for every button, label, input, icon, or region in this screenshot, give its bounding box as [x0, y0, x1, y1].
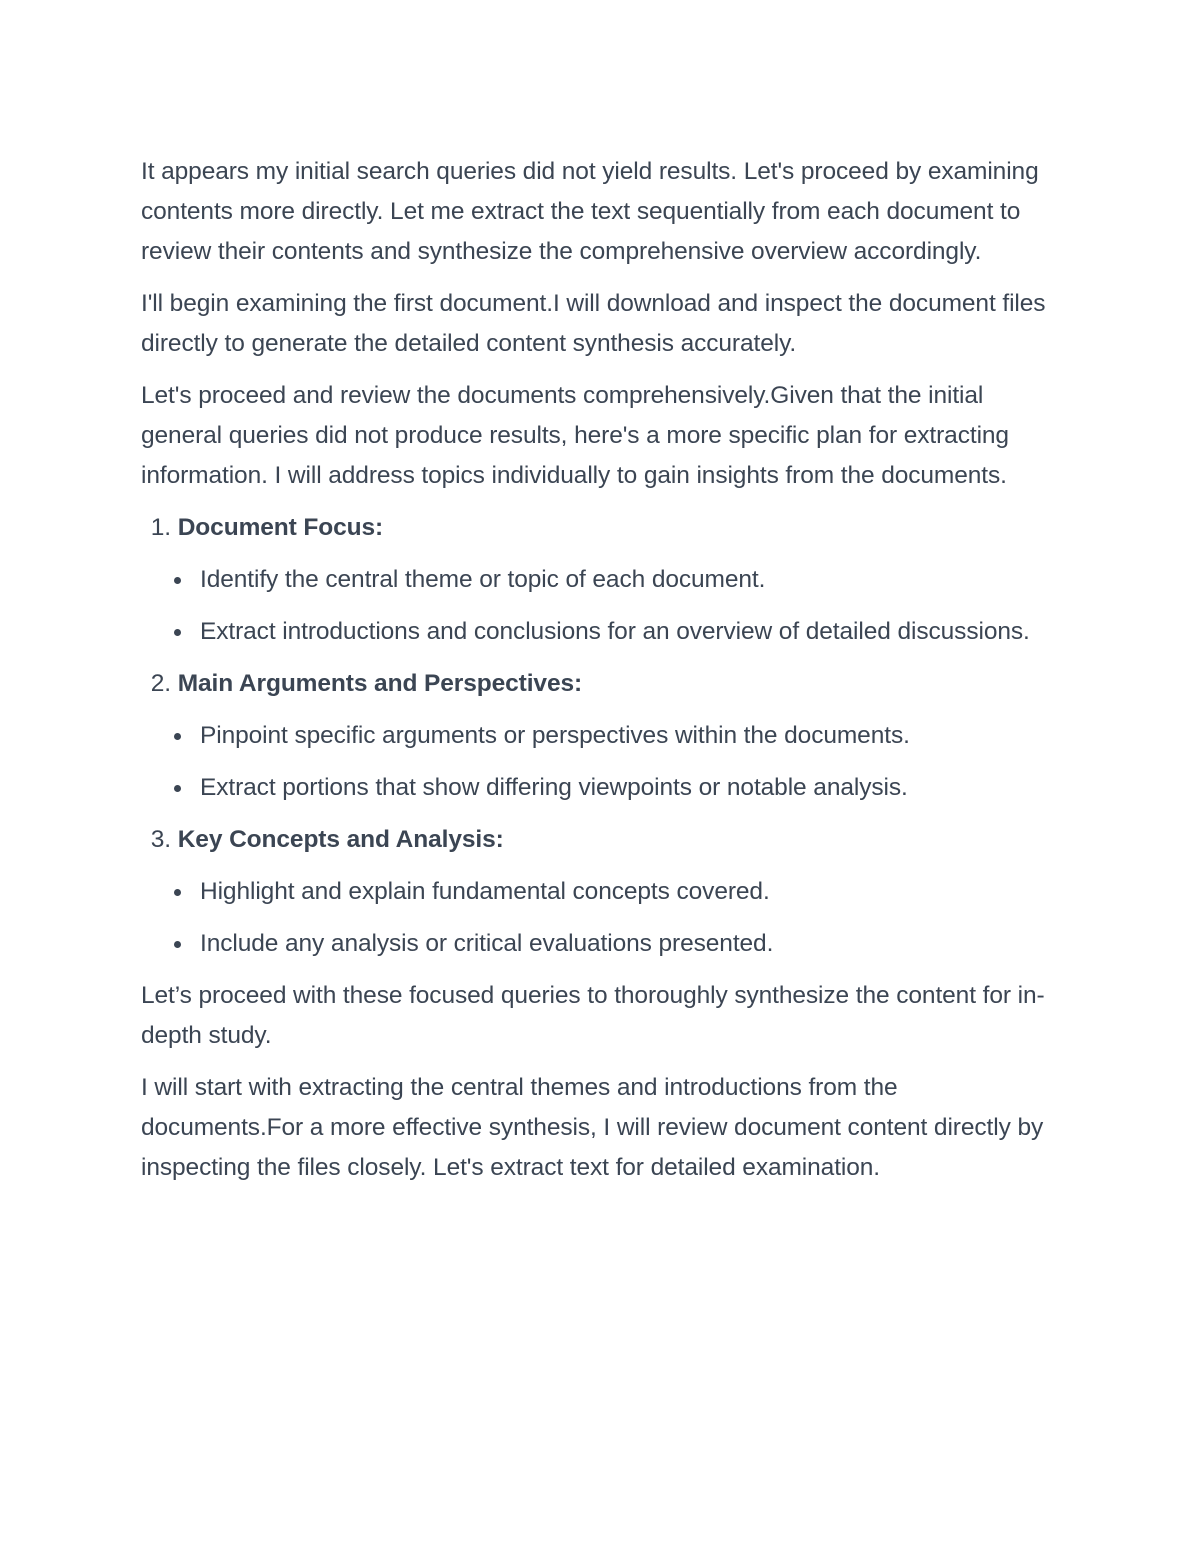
section-title: Key Concepts and Analysis:	[177, 826, 504, 853]
plan-section-1	[141, 508, 1061, 652]
outro-paragraph-2: I will start with extracting the central themes and introductions from the documents.For a more effective synthesis, I will review document content directly by inspecting the files closely. Let's extract text for detailed examination.	[141, 1074, 1044, 1181]
bullet-item: Extract portions that show differing viewpoints or notable analysis.	[141, 768, 1061, 808]
section-number: 3.	[150, 826, 171, 853]
section-bullets	[141, 560, 1061, 652]
section-title: Main Arguments and Perspectives:	[177, 670, 583, 697]
section-heading	[141, 508, 1061, 548]
document-page	[141, 152, 1061, 1200]
plan-list	[141, 508, 1061, 964]
section-number: 2.	[150, 670, 171, 697]
bullet-item: Extract introductions and conclusions for an overview of detailed discussions.	[141, 612, 1061, 652]
section-title: Document Focus:	[177, 514, 384, 541]
plan-section-2	[141, 664, 1061, 808]
bullet-item: Include any analysis or critical evaluations presented.	[141, 924, 1061, 964]
section-heading	[141, 820, 1061, 860]
intro-paragraph-1: It appears my initial search queries did not yield results. Let's proceed by examining contents more directly. Let me extract the text sequentially from each document to review their contents and synthesize the comprehensive overview accordingly.	[141, 158, 1039, 265]
section-bullets	[141, 872, 1061, 964]
bullet-item: Identify the central theme or topic of each document.	[141, 560, 1061, 600]
plan-section-3	[141, 820, 1061, 964]
intro-paragraph-3: Let's proceed and review the documents comprehensively.Given that the initial general queries did not produce results, here's a more specific plan for extracting information. I will address topics individually to gain insights from the documents.	[141, 382, 1009, 489]
section-number: 1.	[150, 514, 171, 541]
bullet-item: Pinpoint specific arguments or perspectives within the documents.	[141, 716, 1061, 756]
bullet-item: Highlight and explain fundamental concepts covered.	[141, 872, 1061, 912]
outro-paragraph-1: Let’s proceed with these focused queries to thoroughly synthesize the content for in-depth study.	[141, 982, 1045, 1049]
intro-paragraph-2: I'll begin examining the first document.I will download and inspect the document files directly to generate the detailed content synthesis accurately.	[141, 290, 1046, 357]
section-bullets	[141, 716, 1061, 808]
section-heading	[141, 664, 1061, 704]
